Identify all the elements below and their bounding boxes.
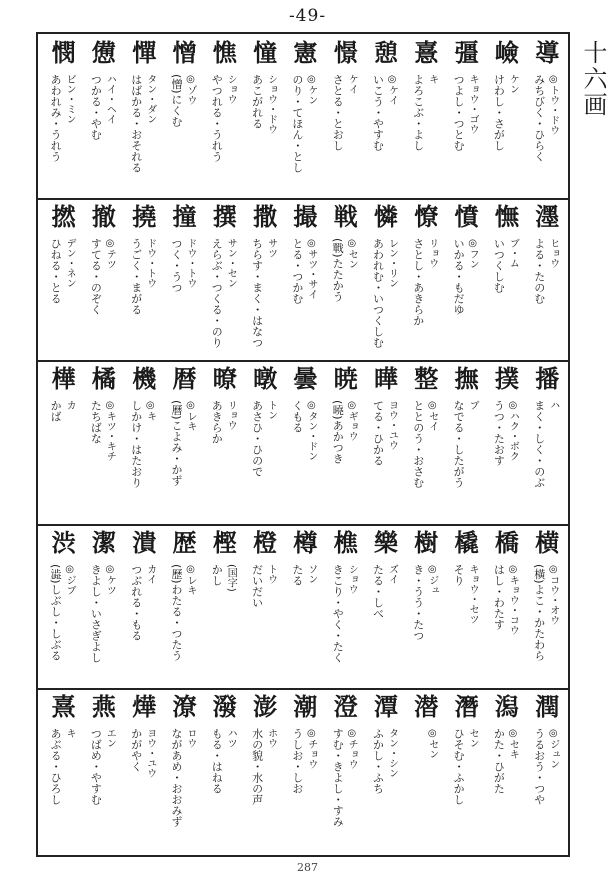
kun-reading: えらぶ・つくる・のり [210, 238, 224, 348]
on-reading: エン [104, 728, 116, 748]
kanji-character: 暁 [333, 364, 358, 393]
on-reading: ホウ [265, 728, 277, 748]
on-reading: ◎ハク・ボク [507, 400, 519, 461]
on-reading: ◎チョウ [346, 728, 358, 769]
kun-reading: さとる・とおし [331, 74, 345, 151]
kun-reading: あぶる・ひろし [49, 728, 63, 805]
kanji-entry [125, 34, 164, 198]
kanji-table [36, 32, 570, 857]
kanji-character: 暦 [172, 364, 197, 393]
kanji-entry [246, 360, 285, 524]
kanji-entry [447, 360, 486, 524]
on-reading: ハツ [225, 728, 237, 748]
kanji-character: 整 [414, 364, 439, 393]
kanji-entry [447, 34, 486, 198]
kanji-character: 濹 [535, 202, 560, 231]
on-reading: タン・ダン [144, 74, 156, 124]
kanji-character: 橘 [91, 364, 116, 393]
kanji-entry [407, 34, 446, 198]
kun-reading: かがやく [129, 728, 143, 772]
kanji-entry [246, 524, 285, 688]
on-reading: サン・セン [225, 238, 237, 288]
kanji-entry [246, 688, 285, 855]
kun-reading: たる・しべ [371, 564, 385, 619]
kanji-entry [367, 524, 406, 688]
kanji-character: 憮 [494, 202, 519, 231]
kanji-entry [165, 524, 204, 688]
kanji-entry [286, 34, 325, 198]
kun-reading: そり [452, 564, 466, 586]
on-reading: ◎セキ [507, 728, 519, 759]
on-reading: キョウ・セツ [467, 564, 479, 624]
kun-reading: かば [49, 400, 63, 422]
kanji-character: 潑 [212, 692, 237, 721]
kun-reading: ふかし・ふち [371, 728, 385, 794]
on-reading: ケン [507, 74, 519, 94]
kun-reading: (曆)こよみ・かず [170, 400, 183, 486]
on-reading: カイ [144, 564, 156, 584]
kanji-entry [326, 198, 365, 360]
kanji-entry [407, 360, 446, 524]
on-reading: リョウ [426, 238, 438, 268]
kanji-character: 樵 [333, 528, 358, 557]
kanji-character: 憙 [414, 38, 439, 67]
kanji-character: 潮 [293, 692, 318, 721]
kun-reading: き・うう・たつ [411, 564, 425, 641]
kanji-character: 撓 [132, 202, 157, 231]
kun-reading: けわし・さがし [492, 74, 506, 151]
kanji-character: 燁 [132, 692, 157, 721]
on-reading: ヨウ・ユウ [386, 400, 398, 450]
kanji-entry [84, 34, 123, 198]
kanji-entry [367, 198, 406, 360]
kanji-character: 憧 [253, 38, 278, 67]
kanji-character: 歴 [172, 528, 197, 557]
kanji-character: 撤 [91, 202, 116, 231]
kanji-entry [326, 524, 365, 688]
kanji-entry [205, 524, 244, 688]
kanji-entry [286, 688, 325, 855]
kun-reading: つぶれる・もる [129, 564, 143, 641]
kanji-character: 憬 [333, 38, 358, 67]
kun-reading: だいだい [250, 564, 264, 608]
kanji-entry [407, 688, 446, 855]
kanji-character: 暸 [212, 364, 237, 393]
kanji-character: 潭 [374, 692, 398, 721]
kanji-entry [165, 198, 204, 360]
kanji-row [38, 34, 568, 198]
kun-reading: よろこぶ・よし [411, 74, 425, 151]
kun-reading: くもる [290, 400, 304, 433]
on-reading: ◎ジブ [64, 564, 76, 595]
on-reading: ◎タン・ドン [305, 400, 317, 461]
kanji-entry [44, 360, 83, 524]
on-reading: ショウ・ドウ [265, 74, 277, 134]
kun-reading: いつくしむ [492, 238, 506, 293]
kanji-row [38, 688, 568, 855]
kanji-character: 憚 [132, 38, 157, 67]
kanji-character: 憭 [414, 202, 439, 231]
on-reading: ◎セン [346, 238, 358, 269]
kun-reading: (澁)しぶし・しぶる [49, 564, 63, 661]
kanji-entry [326, 360, 365, 524]
kanji-character: 撮 [293, 202, 318, 231]
on-reading: レン・リン [386, 238, 398, 288]
kanji-character: 樺 [51, 364, 76, 393]
kanji-entry [84, 360, 123, 524]
on-reading: ◎レキ [185, 564, 196, 595]
kanji-row [38, 360, 568, 524]
kanji-entry [205, 34, 244, 198]
on-reading: カ [64, 400, 76, 410]
kanji-character: 播 [535, 364, 560, 393]
kanji-character: 潜 [414, 692, 439, 721]
kun-reading: うしお・しお [290, 728, 304, 794]
kanji-entry [125, 688, 164, 855]
kanji-entry [407, 198, 446, 360]
kun-reading: すむ・きよし・すみ [331, 728, 345, 827]
kanji-entry [447, 198, 486, 360]
kun-reading: とる・つかむ [290, 238, 304, 304]
kun-reading: うごく・まがる [129, 238, 143, 315]
kanji-entry [286, 524, 325, 688]
kanji-entry [84, 524, 123, 688]
kanji-character: 憊 [91, 38, 116, 67]
kanji-entry [487, 688, 526, 855]
kanji-character: 曄 [374, 364, 398, 393]
kun-reading: (橫)よこ・かたわら [532, 564, 546, 661]
kun-reading: ひそむ・ふかし [452, 728, 466, 805]
on-reading: キ [426, 74, 438, 84]
kanji-entry [528, 34, 567, 198]
on-reading: ◎ギョウ [346, 400, 358, 441]
kanji-character: 潛 [454, 692, 479, 721]
kanji-character: 潰 [132, 528, 157, 557]
kanji-character: 橋 [494, 528, 519, 557]
kun-reading: のり・てほん・とし [290, 74, 304, 173]
kun-reading: ながあめ・おおみず [170, 728, 183, 827]
stroke-count-heading: 十六画 [579, 40, 607, 118]
kanji-character: 撒 [253, 202, 278, 231]
on-reading: ハイ・ヘイ [104, 74, 116, 124]
kun-reading: あわれむ・いつくしむ [371, 238, 385, 348]
kun-reading: あこがれる [250, 74, 264, 129]
kanji-character: 澄 [333, 692, 358, 721]
kanji-entry [84, 688, 123, 855]
kanji-entry [165, 34, 204, 198]
kanji-entry [487, 198, 526, 360]
kun-reading: きよし・いさぎよし [89, 564, 103, 663]
kanji-entry [44, 688, 83, 855]
kanji-entry [528, 360, 567, 524]
kanji-entry [165, 688, 204, 855]
kun-reading: まく・しく・のぶ [532, 400, 546, 488]
on-reading: ◎トウ・ドウ [547, 74, 559, 135]
on-reading: ◎コウ・オウ [547, 564, 559, 625]
kanji-entry [447, 524, 486, 688]
on-reading: ◎キョウ・コウ [507, 564, 519, 635]
kanji-character: 澎 [253, 692, 278, 721]
kanji-entry [205, 360, 244, 524]
kun-reading: うるおう・つや [532, 728, 546, 805]
on-reading: サツ [265, 238, 277, 258]
kanji-character: 橙 [253, 528, 278, 557]
kanji-entry [528, 198, 567, 360]
kun-reading: つよし・つとむ [452, 74, 466, 151]
kanji-character: 撲 [494, 364, 519, 393]
kun-reading: かた・ひがた [492, 728, 506, 794]
kun-reading: たちばな [89, 400, 103, 444]
kanji-row [38, 198, 568, 360]
kanji-entry [367, 688, 406, 855]
kanji-entry [367, 34, 406, 198]
kun-reading: つく・うつ [170, 238, 183, 293]
on-reading: キョウ・ゴウ [467, 74, 479, 134]
kun-reading: あさひ・ひので [250, 400, 264, 477]
kun-reading: たる [290, 564, 304, 586]
kanji-entry [125, 360, 164, 524]
on-reading: ブ・ム [507, 238, 519, 268]
kanji-entry [205, 198, 244, 360]
kanji-entry [528, 524, 567, 688]
kanji-character: 潤 [535, 692, 560, 721]
kanji-entry [286, 198, 325, 360]
kanji-character: 曇 [293, 364, 318, 393]
kanji-entry [205, 688, 244, 855]
kun-reading: てる・ひかる [371, 400, 385, 466]
kun-reading: (曉)あかつき [331, 400, 345, 464]
on-reading: ケイ [346, 74, 358, 94]
kanji-character: 憫 [51, 38, 76, 67]
kanji-character: 撚 [51, 202, 76, 231]
kun-reading: ちらす・まく・はなつ [250, 238, 264, 348]
kanji-character: 憐 [374, 202, 398, 231]
kanji-character: 憎 [172, 38, 197, 67]
kanji-character: 戦 [333, 202, 358, 231]
kun-reading: しかけ・はたおり [129, 400, 143, 488]
on-reading: ◎テツ [104, 238, 116, 269]
kanji-character: 機 [132, 364, 157, 393]
on-reading: タン・シン [386, 728, 398, 778]
kanji-entry [84, 198, 123, 360]
footer-page-number: 287 [297, 861, 318, 874]
kanji-character: 横 [535, 528, 560, 557]
on-reading: デン・ネン [64, 238, 76, 288]
kun-reading: あわれみ・うれう [49, 74, 63, 162]
kanji-character: 憲 [293, 38, 318, 67]
on-reading: ショウ [346, 564, 358, 594]
kanji-character: 撰 [212, 202, 237, 231]
kun-reading: きこり・やく・たく [331, 564, 345, 663]
kanji-character: 撫 [454, 364, 479, 393]
on-reading: トウ [265, 564, 277, 584]
kanji-character: 撞 [172, 202, 197, 231]
kanji-character: 嶮 [494, 38, 519, 67]
kanji-entry [44, 524, 83, 688]
kanji-entry [447, 688, 486, 855]
kanji-character: 憔 [212, 38, 237, 67]
kanji-row [38, 524, 568, 688]
kanji-entry [487, 524, 526, 688]
kun-reading: すてる・のぞく [89, 238, 103, 315]
on-reading: ◎ケン [305, 74, 317, 105]
on-reading: ロウ [185, 728, 196, 748]
kanji-character: 燕 [91, 692, 116, 721]
kanji-entry [246, 198, 285, 360]
kun-reading: みちびく・ひらく [532, 74, 546, 162]
kun-reading: 水の貌・水の声 [250, 728, 264, 805]
kun-reading: はばかる・おそれる [129, 74, 143, 173]
kanji-character: 樂 [374, 528, 398, 557]
kun-reading: つばめ・やすむ [89, 728, 103, 805]
on-reading: ◎ケツ [104, 564, 116, 595]
kanji-entry [44, 198, 83, 360]
kun-reading: やつれる・うれう [210, 74, 224, 162]
on-reading: ドウ・トウ [144, 238, 156, 288]
kun-reading: はし・わたす [492, 564, 506, 630]
kun-reading: つかる・やむ [89, 74, 103, 140]
page-number: -49- [288, 6, 327, 26]
on-reading: ◎キツ・キチ [104, 400, 116, 461]
on-reading: ◎ゾウ [185, 74, 196, 105]
kanji-entry [487, 360, 526, 524]
on-reading: ヒョウ [547, 238, 559, 268]
on-reading: ◎セン [426, 728, 438, 759]
kun-reading: (歷)わたる・つたう [170, 564, 183, 661]
kanji-entry [44, 34, 83, 198]
on-reading: ショウ [225, 74, 237, 104]
on-reading: ◎セイ [426, 400, 438, 431]
kun-reading: さとし・あきらか [411, 238, 425, 326]
kanji-character: 潦 [172, 692, 197, 721]
kun-reading: いこう・やすむ [371, 74, 385, 151]
kanji-entry [165, 360, 204, 524]
on-reading: ◎ジュ [426, 564, 438, 595]
kanji-character: 樫 [212, 528, 237, 557]
kanji-entry [326, 688, 365, 855]
kanji-character: 潟 [494, 692, 519, 721]
kun-reading: もる・はねる [210, 728, 224, 794]
kun-reading: よる・たのむ [532, 238, 546, 304]
kanji-character: 暾 [253, 364, 278, 393]
kanji-character: 憩 [374, 38, 398, 67]
kun-reading: (戰)たたかう [331, 238, 345, 302]
kanji-character: 樽 [293, 528, 318, 557]
on-reading: トン [265, 400, 277, 420]
on-reading: ◎ジュン [547, 728, 559, 769]
kanji-character: 橇 [454, 528, 479, 557]
on-reading: リョウ [225, 400, 237, 430]
kanji-entry [487, 34, 526, 198]
on-reading: ◎フン [467, 238, 479, 269]
on-reading: ◎サツ・サイ [305, 238, 317, 299]
on-reading: ソン [305, 564, 317, 584]
on-reading: セン [467, 728, 479, 748]
kun-reading: いかる・もだゆ [452, 238, 466, 315]
kanji-character: 樹 [414, 528, 439, 557]
on-reading: ヨウ・ユウ [144, 728, 156, 778]
on-reading: ◎レキ [185, 400, 196, 431]
on-reading: ◎チョウ [305, 728, 317, 769]
kanji-entry [407, 524, 446, 688]
kanji-entry [286, 360, 325, 524]
on-reading: キ [64, 728, 76, 738]
on-reading: ドウ・トウ [185, 238, 196, 288]
kanji-character: 熹 [51, 692, 76, 721]
on-reading: ◎ケイ [386, 74, 398, 105]
on-reading: ハ [547, 400, 559, 410]
kanji-character: 導 [535, 38, 560, 67]
kun-reading: (憎)にくむ [170, 74, 183, 127]
kun-reading: なでる・したがう [452, 400, 466, 488]
kanji-entry [326, 34, 365, 198]
kanji-character: 憤 [454, 202, 479, 231]
kun-reading: うつ・たおす [492, 400, 506, 466]
on-reading: (国字) [225, 564, 237, 592]
on-reading: ブ [467, 400, 479, 410]
kanji-entry [125, 198, 164, 360]
kanji-character: 彊 [454, 38, 479, 67]
kun-reading: ととのう・おさむ [411, 400, 425, 488]
on-reading: ズイ [386, 564, 398, 584]
kanji-character: 潔 [91, 528, 116, 557]
on-reading: ◎キ [144, 400, 156, 421]
kun-reading: かし [210, 564, 224, 586]
kun-reading: あきらか [210, 400, 224, 444]
kanji-entry [125, 524, 164, 688]
kun-reading: ひねる・とる [49, 238, 63, 304]
on-reading: ビン・ミン [64, 74, 76, 124]
kanji-entry [528, 688, 567, 855]
kanji-entry [367, 360, 406, 524]
kanji-character: 渋 [51, 528, 76, 557]
kanji-entry [246, 34, 285, 198]
